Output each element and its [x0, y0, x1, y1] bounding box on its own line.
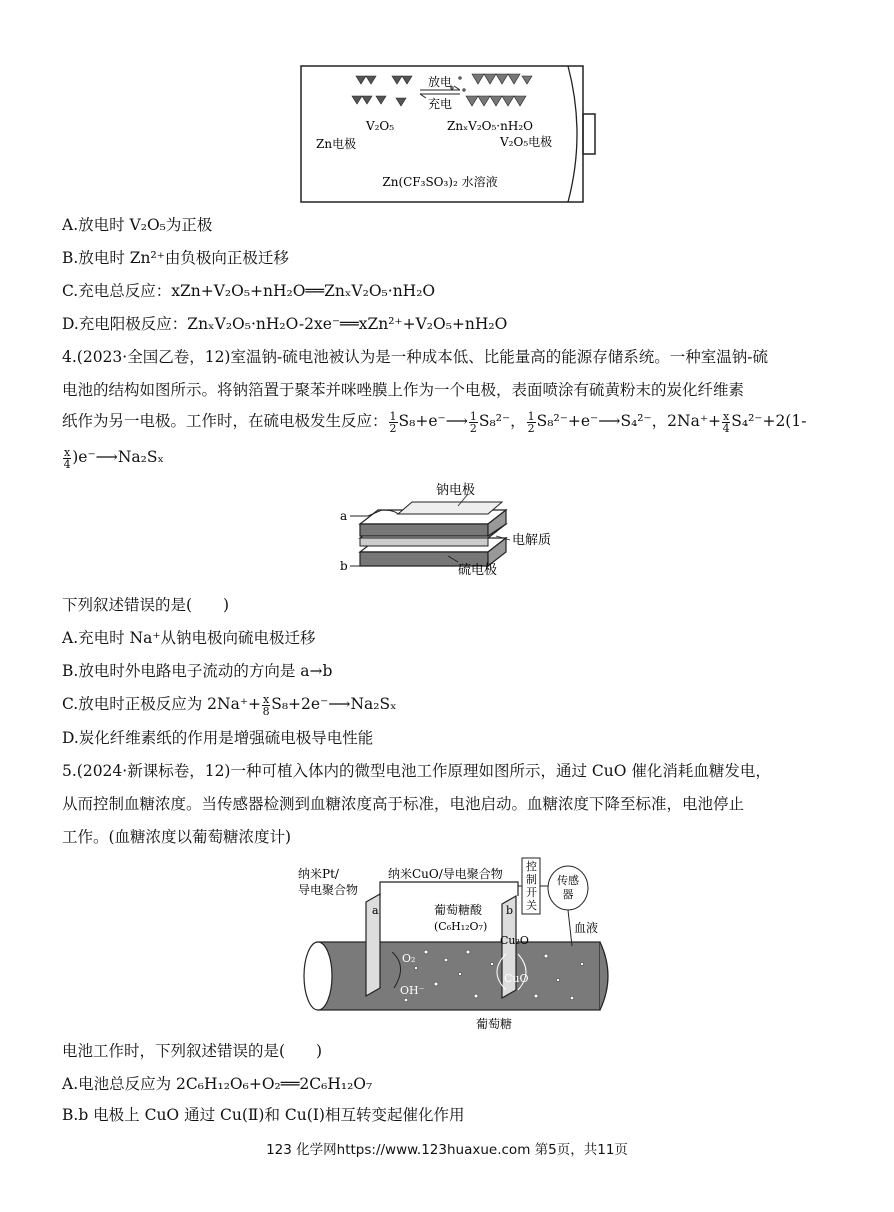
- q4-stem-line1: 4.(2023·全国乙卷，12)室温钠-硫电池被认为是一种成本低、比能量高的能源存储系统。一种室温钠-硫: [62, 348, 768, 366]
- electrode-a-label: a: [372, 904, 379, 917]
- battery-figure: [300, 64, 600, 204]
- q3-option-a: A.放电时 V₂O₅为正极: [62, 216, 213, 234]
- fraction-one-half: $\frac{1}{2}$: [469, 409, 477, 435]
- fraction-x-over-4: $\frac{x}{4}$: [722, 409, 730, 435]
- fraction-x-over-8: $\frac{x}{8}$: [262, 692, 270, 718]
- q3-option-c: C.充电总反应：xZn+V₂O₅+nH₂O══ZnₓV₂O₅·nH₂O: [62, 282, 436, 300]
- znv2o5-label: ZnₓV₂O₅·nH₂O: [447, 119, 533, 133]
- q3-option-b: B.放电时 Zn²⁺由负极向正极迁移: [62, 249, 289, 267]
- q4-option-d: D.炭化纤维素纸的作用是增强硫电极导电性能: [62, 729, 374, 747]
- charge-label: 充电: [427, 97, 453, 111]
- q4-stem-line3: 纸作为另一电极。工作时，在硫电极发生反应： $\frac{1}{2}$ S₈+e⁻⟶ $\frac{1}{2}$ S₈²⁻， $\frac{1}{2}$ S₈²⁻+e⁻⟶S₄²⁻，2Na⁺+ $\frac{x}{4}$ S₄²⁻+2(1-: [62, 409, 807, 435]
- zn-intercalated-crystal-icon: [451, 74, 532, 106]
- o2-label: O₂: [402, 952, 416, 965]
- q5-stem-line3: 工作。(血糖浓度以葡萄糖浓度计): [62, 828, 292, 846]
- switch-label-4: 关: [526, 899, 537, 912]
- gluconic-acid-label: 葡萄糖酸: [434, 903, 483, 917]
- q4-option-a: A.充电时 Na⁺从钠电极向硫电极迁移: [62, 629, 316, 647]
- fraction-one-half: $\frac{1}{2}$: [389, 409, 397, 435]
- switch-label-1: 控: [526, 860, 537, 873]
- switch-label-2: 制: [526, 873, 537, 886]
- q3-option-d: D.充电阳极反应：ZnₓV₂O₅·nH₂O-2xe⁻══xZn²⁺+V₂O₅+nH₂O: [62, 315, 508, 333]
- electrolyte-label: 电解质: [512, 533, 552, 548]
- pt-electrode-label-1: 纳米Pt/: [298, 867, 339, 881]
- electrode-b-label: b: [506, 904, 514, 917]
- blood-label: 血液: [574, 921, 599, 935]
- glucose-label: 葡萄糖: [476, 1017, 513, 1031]
- sensor-label-2: 器: [562, 888, 574, 901]
- cuo-polymer-label: 纳米CuO/导电聚合物: [388, 867, 503, 881]
- fraction-x-over-4: $\frac{x}{4}$: [63, 445, 71, 471]
- q4-stem-line4: $\frac{x}{4}$ )e⁻⟶Na₂Sₓ: [63, 445, 165, 471]
- cu2o-label: Cu₂O: [500, 934, 529, 947]
- page-footer: 123 化学网https://www.123huaxue.com 第5页，共11页: [266, 1142, 628, 1158]
- na-s-cell-figure: [338, 480, 578, 580]
- terminal-b-label: b: [340, 559, 348, 573]
- blood-vessel: [318, 942, 600, 1010]
- q5-question: 电池工作时，下列叙述错误的是( ): [62, 1042, 323, 1060]
- sulfur-electrode-label: 硫电极: [458, 563, 498, 578]
- zn-electrode-label: Zn电极: [316, 137, 357, 151]
- external-circuit-wire: [380, 882, 518, 896]
- discharge-label: 放电: [427, 75, 453, 89]
- q5-stem-line1: 5.(2024·新课标卷，12)一种可植入体内的微型电池工作原理如图所示，通过 CuO 催化消耗血糖发电，: [62, 762, 771, 780]
- switch-label-3: 开: [526, 886, 537, 899]
- battery-terminal: [583, 114, 595, 154]
- electrolyte-layer: [360, 538, 488, 546]
- hydroxide-label: OH⁻: [400, 984, 425, 997]
- q4-option-b: B.放电时外电路电子流动的方向是 a→b: [62, 662, 333, 680]
- q4-stem-line2: 电池的结构如图所示。将钠箔置于聚苯并咪唑膜上作为一个电极，表面喷涂有硫黄粉末的炭化纤维素: [62, 381, 745, 399]
- v2o5-electrode-label: V₂O₅电极: [500, 135, 553, 149]
- q5-stem-line2: 从而控制血糖浓度。当传感器检测到血糖浓度高于标准，电池启动。血糖浓度下降至标准，电池停止: [62, 795, 745, 813]
- sodium-electrode-label: 钠电极: [436, 483, 476, 498]
- pt-electrode-label-2: 导电聚合物: [298, 883, 359, 897]
- implantable-battery-figure: [296, 856, 626, 1036]
- q4-option-c: C.放电时正极反应为 2Na⁺+ $\frac{x}{8}$ S₈+2e⁻⟶Na₂Sₓ: [62, 692, 397, 718]
- electrolyte-label: Zn(CF₃SO₃)₂ 水溶液: [382, 175, 498, 189]
- gluconic-acid-formula: (C₆H₁₂O₇): [434, 920, 488, 933]
- sensor-label-1: 传感: [557, 874, 579, 887]
- v2o5-crystal-icon: [352, 76, 412, 106]
- fraction-one-half: $\frac{1}{2}$: [527, 409, 535, 435]
- q5-option-b: B.b 电极上 CuO 通过 Cu(Ⅱ)和 Cu(Ⅰ)相互转变起催化作用: [62, 1106, 465, 1124]
- v2o5-label: V₂O₅: [365, 119, 395, 133]
- terminal-a-label: a: [340, 509, 348, 523]
- q4-question: 下列叙述错误的是( ): [62, 596, 230, 614]
- q5-option-a: A.电池总反应为 2C₆H₁₂O₆+O₂══2C₆H₁₂O₇: [62, 1075, 373, 1093]
- cuo-label: CuO: [504, 972, 529, 985]
- sodium-foil: [398, 502, 502, 514]
